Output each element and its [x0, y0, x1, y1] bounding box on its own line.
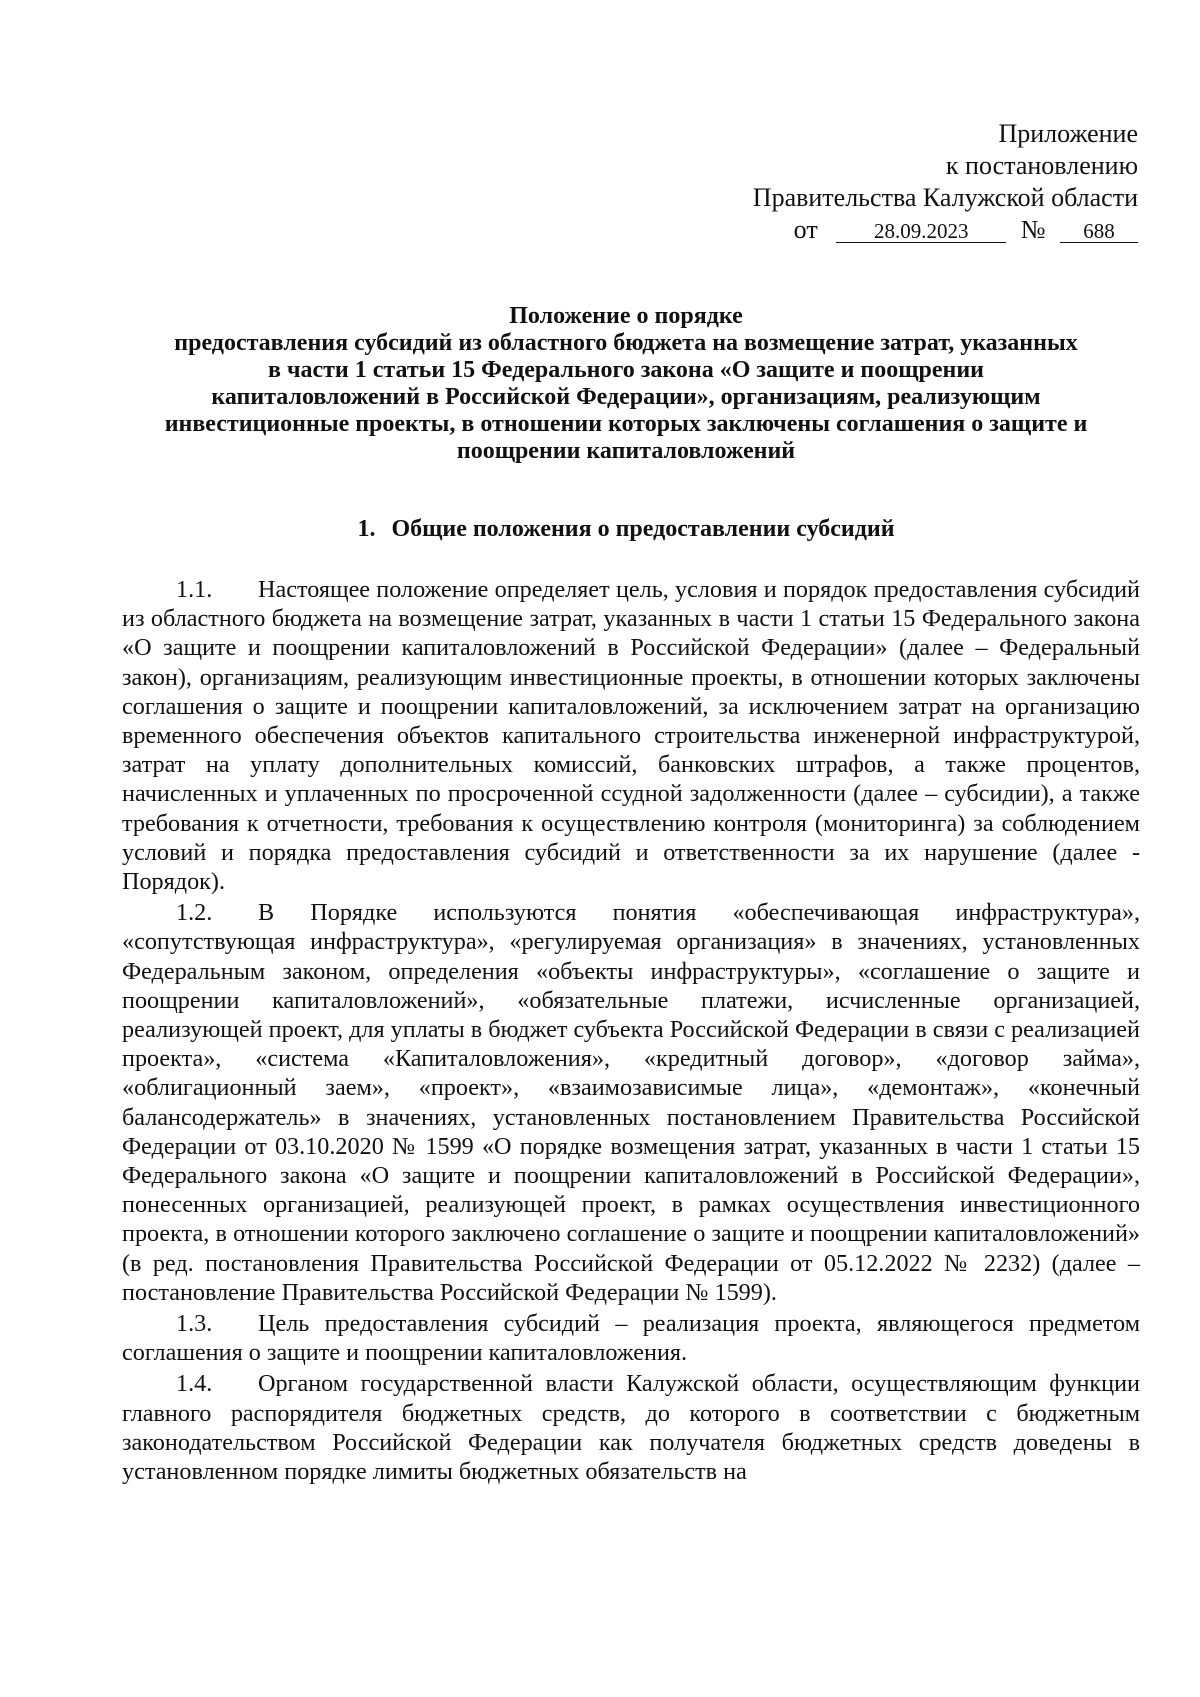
title-line: инвестиционные проекты, в отношении которых заключены соглашения о защите и	[164, 411, 1088, 437]
paragraph-text: В Порядке используются понятия «обеспечивающая инфраструктура», «сопутствующая инфраструктура», «регулируемая организация» в значениях, установленных Федеральным законом, определения «объекты инфраструктуры», «соглашение о защите и поощрении капиталовложений», «обязательные платежи, исчисленные организацией, реализующей проект, для уплаты в бюджет субъекта Российской Федерации в связи с реализацией проекта», «система «Капиталовложения», «кредитный договор», «договор займа», «облигационный заем», «проект», «взаимозависимые лица», «демонтаж», «конечный балансодержатель» в значениях, установленных постановлением Правительства Российской Федерации от 03.10.2020 № 1599 «О порядке возмещения затрат, указанных в части 1 статьи 15 Федерального закона «О защите и поощрении капиталовложений в Российской Федерации», понесенных организацией, реализующей проект, в рамках осуществления инвестиционного проекта, в отношении которого заключено соглашение о защите и поощрении капиталовложений» (в ред. постановления Правительства Российской Федерации от 05.12.2022 № 2232) (далее – постановление Правительства Российской Федерации № 1599).	[122, 899, 1140, 1306]
paragraph-1-1	[122, 575, 1140, 896]
section-heading	[112, 515, 1140, 543]
section-number: 1.	[357, 516, 376, 542]
approval-line-resolution: к постановлению	[945, 151, 1138, 180]
title-line: в части 1 статьи 15 Федерального закона «О защите и поощрении	[267, 357, 984, 383]
resolution-date: 28.09.2023	[836, 220, 1006, 243]
from-label: от	[793, 215, 818, 244]
paragraph-number: 1.2.	[176, 899, 213, 927]
title-line: предоставления субсидий из областного бюджета на возмещение затрат, указанных	[174, 330, 1078, 356]
paragraph-text: Настоящее положение определяет цель, условия и порядок предоставления субсидий из областного бюджета на возмещение затрат, указанных в части 1 статьи 15 Федерального закона «О защите и поощрении капиталовложений в Российской Федерации» (далее – Федеральный закон), организациям, реализующим инвестиционные проекты, в отношении которых заключены соглашения о защите и поощрении капиталовложений, за исключением затрат на организацию временного обеспечения объектов капитального строительства инженерной инфраструктурой, затрат на уплату дополнительных комиссий, банковских штрафов, а также процентов, начисленных и уплаченных по просроченной ссудной задолженности (далее – субсидии), а также требования к отчетности, требования к осуществлению контроля (мониторинга) за соблюдением условий и порядка предоставления субсидий и ответственности за их нарушение (далее - Порядок).	[122, 576, 1140, 896]
approval-block	[753, 118, 1138, 246]
paragraph-number: 1.4.	[176, 1370, 213, 1398]
section-body	[122, 575, 1140, 1486]
paragraph-1-4	[122, 1369, 1140, 1486]
approval-line-appendix: Приложение	[998, 119, 1138, 148]
title-line: Положение о порядке	[509, 303, 743, 329]
section-heading-text: Общие положения о предоставлении субсидий	[391, 516, 895, 542]
paragraph-number: 1.3.	[176, 1310, 213, 1338]
paragraph-text: Органом государственной власти Калужской области, осуществляющим функции главного распорядителя бюджетных средств, до которого в соответствии с бюджетным законодательством Российской Федерации как получателя бюджетных средств доведены в установленном порядке лимиты бюджетных обязательств на	[122, 1370, 1140, 1486]
approval-line-government: Правительства Калужской области	[752, 183, 1138, 212]
title-line: капиталовложений в Российской Федерации», организациям, реализующим	[211, 384, 1041, 410]
paragraph-text: Цель предоставления субсидий – реализация проекта, являющегося предметом соглашения о защите и поощрении капиталовложения.	[122, 1310, 1140, 1367]
paragraph-1-3	[122, 1309, 1140, 1367]
number-label: №	[1020, 215, 1046, 244]
paragraph-number: 1.1.	[176, 576, 213, 603]
document-title	[112, 303, 1140, 465]
title-line: поощрении капиталовложений	[456, 438, 796, 464]
approval-date-number-line	[753, 214, 1138, 246]
resolution-number: 688	[1060, 220, 1138, 243]
paragraph-1-2	[122, 898, 1140, 1307]
